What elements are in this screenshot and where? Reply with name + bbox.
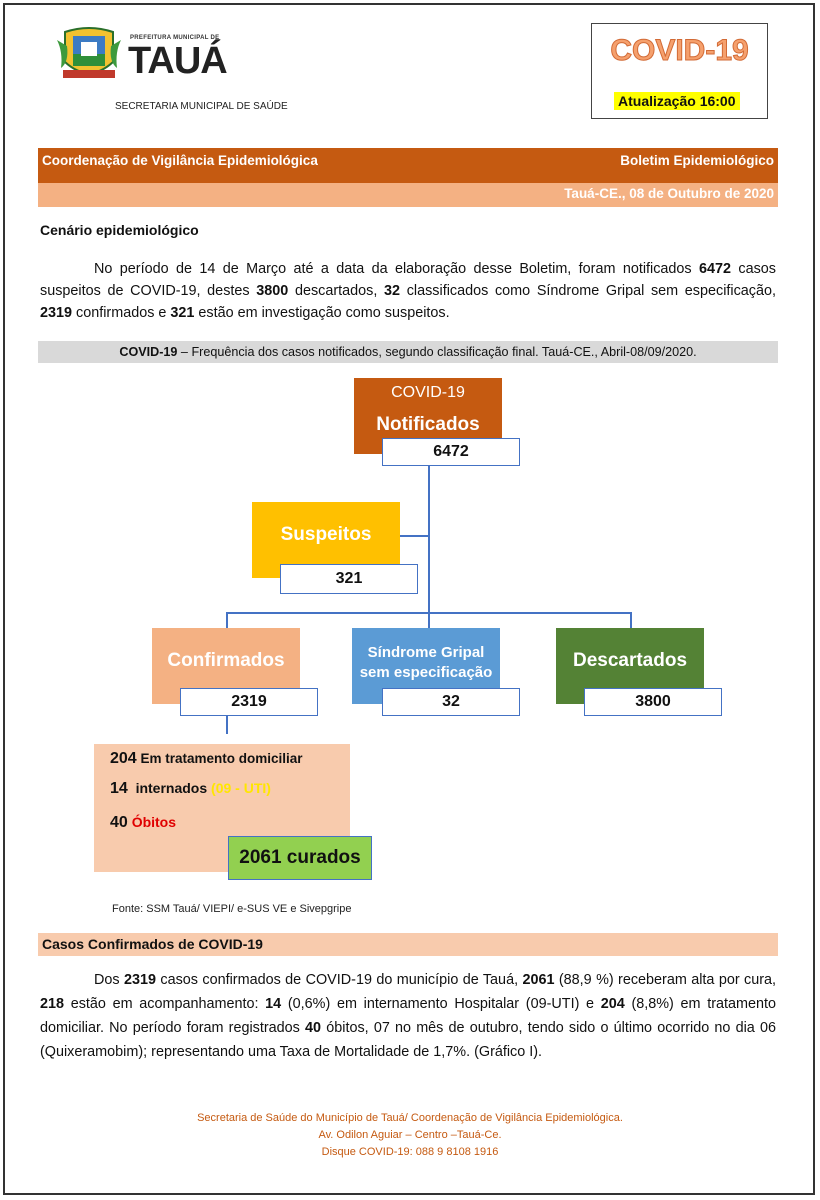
text-run: 321 [170, 305, 195, 321]
update-time-badge: Atualização 16:00 [614, 92, 740, 110]
domiciliar-count: 204 [110, 750, 137, 767]
text-run: 204 [600, 996, 625, 1012]
text-run: classificados como Síndrome Gripal sem especificação, [400, 283, 776, 299]
descartados-value: 3800 [584, 688, 722, 716]
caption-bold: COVID-19 [119, 345, 178, 359]
footer-line1: Secretaria de Saúde do Município de Tauá/ Coordenação de Vigilância Epidemiológica. [197, 1112, 623, 1124]
text-run: 2319 [40, 305, 73, 321]
text-run: 40 [305, 1020, 322, 1036]
coordination-banner [38, 148, 778, 183]
source-note: Fonte: SSM Tauá/ VIEPI/ e-SUS VE e Sivepgripe [112, 903, 352, 915]
descartados-label: Descartados [572, 650, 688, 671]
section-title-cenario: Cenário epidemiológico [40, 222, 199, 238]
text-run: 14 [265, 996, 282, 1012]
casos-paragraph [40, 968, 776, 1064]
sindrome-line2: sem especificação [359, 664, 493, 681]
bulletin-date: Tauá-CE., 08 de Outubro de 2020 [564, 186, 774, 201]
obitos-text: Óbitos [131, 814, 177, 830]
date-banner [38, 183, 778, 207]
logo-text: TAUÁ [128, 40, 227, 82]
notificados-line2: Notificados [376, 414, 480, 435]
obitos-line [110, 814, 176, 832]
cenario-paragraph [40, 258, 776, 324]
curados-badge: 2061 curados [228, 836, 372, 880]
text-run: estão em acompanhamento: [64, 996, 266, 1012]
connector-suspeitos [400, 535, 429, 537]
text-run: No período de 14 de Março até a data da elaboração desse Boletim, foram notificados [94, 261, 700, 277]
notificados-value: 6472 [382, 438, 520, 466]
text-run: 2319 [124, 972, 157, 988]
text-run: 218 [40, 996, 65, 1012]
secretaria-label: SECRETARIA MUNICIPAL DE SAÚDE [115, 101, 288, 112]
connector-main [428, 466, 430, 614]
text-run: Dos [94, 972, 124, 988]
bulletin-label: Boletim Epidemiológico [620, 153, 774, 168]
text-run: (0,6%) em internamento Hospitalar (09-UTI) e [281, 996, 601, 1012]
footer-line2: Av. Odilon Aguiar – Centro –Tauá-Ce. [318, 1129, 502, 1141]
text-run: confirmados e [72, 305, 171, 321]
text-run: casos suspeitos de COVID-19, destes [40, 261, 776, 299]
text-run: 3800 [256, 283, 289, 299]
text-run: descartados, [288, 283, 385, 299]
suspeitos-label: Suspeitos [280, 524, 372, 545]
city-emblem-icon [55, 22, 123, 86]
figure-caption [38, 341, 778, 363]
text-run: casos confirmados de COVID-19 do município de Tauá, [156, 972, 523, 988]
domiciliar-text: Em tratamento domiciliar [140, 751, 303, 766]
obitos-count: 40 [110, 814, 128, 831]
text-run: óbitos, 07 no mês de outubro, tendo sido o último ocorrido no dia 06 (Quixeramobim); representando uma Taxa de Mortalidade de 1,7%. (Gráfico I). [40, 1020, 776, 1060]
text-run: (8,8%) em tratamento domiciliar. No período foram registrados [40, 996, 776, 1036]
logo-subtitle: PREFEITURA MUNICIPAL DE [130, 35, 220, 41]
connector-detail [226, 714, 228, 734]
text-run: estão em investigação como suspeitos. [194, 305, 450, 321]
text-run: 2061 [522, 972, 555, 988]
internados-count: 14 [110, 780, 128, 797]
footer-line3: Disque COVID-19: 088 9 8108 1916 [321, 1146, 499, 1158]
internados-text: internados [135, 780, 208, 796]
section-title-casos: Casos Confirmados de COVID-19 [38, 933, 778, 956]
domiciliar-line [110, 750, 303, 768]
uti-text: (09 - UTI) [211, 780, 271, 796]
sindrome-line1: Síndrome Gripal [367, 644, 485, 661]
caption-text: – Frequência dos casos notificados, segundo classificação final. Tauá-CE., Abril-08/09/2020. [177, 345, 697, 359]
text-run: 6472 [699, 261, 732, 277]
text-run: 32 [384, 283, 401, 299]
covid-title: COVID-19 [610, 34, 749, 67]
notificados-line1: COVID-19 [391, 384, 465, 401]
coordination-label: Coordenação de Vigilância Epidemiológica [42, 153, 318, 168]
covid-title-box [591, 23, 768, 119]
sindrome-value: 32 [382, 688, 520, 716]
confirmados-label: Confirmados [167, 650, 285, 671]
text-run: (88,9 %) receberam alta por cura, [554, 972, 777, 988]
internados-line [110, 780, 271, 798]
suspeitos-value: 321 [280, 564, 418, 594]
confirmados-value: 2319 [180, 688, 318, 716]
